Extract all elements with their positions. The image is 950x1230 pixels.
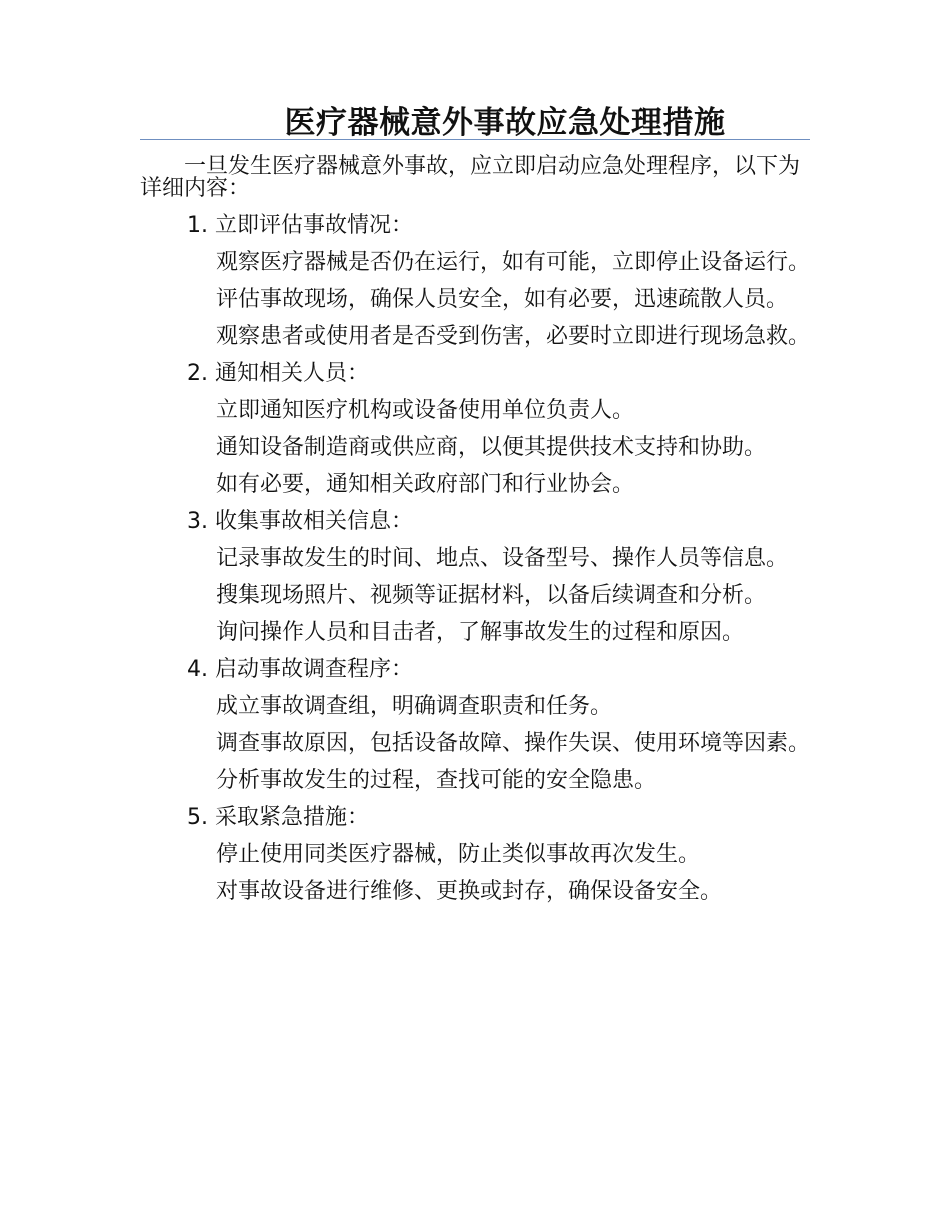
section-4-item-1: 成立事故调查组，明确调查职责和任务。 — [216, 694, 613, 719]
title-underline — [140, 139, 810, 140]
section-heading-3: 3. 收集事故相关信息： — [187, 509, 413, 534]
section-3-item-2: 搜集现场照片、视频等证据材料，以备后续调查和分析。 — [216, 583, 767, 608]
section-2-item-2: 通知设备制造商或供应商，以便其提供技术支持和协助。 — [216, 435, 767, 460]
document-title: 医疗器械意外事故应急处理措施 — [284, 105, 726, 141]
section-1-item-1: 观察医疗器械是否仍在运行，如有可能，立即停止设备运行。 — [216, 250, 811, 275]
section-2-item-1: 立即通知医疗机构或设备使用单位负责人。 — [216, 398, 635, 423]
section-1-item-3: 观察患者或使用者是否受到伤害，必要时立即进行现场急救。 — [216, 324, 811, 349]
section-5-item-1: 停止使用同类医疗器械，防止类似事故再次发生。 — [216, 842, 701, 867]
section-4-item-3: 分析事故发生的过程，查找可能的安全隐患。 — [216, 768, 657, 793]
section-4-item-2: 调查事故原因，包括设备故障、操作失误、使用环境等因素。 — [216, 731, 811, 756]
document-body — [140, 156, 810, 918]
section-heading-2: 2. 通知相关人员： — [187, 361, 369, 386]
section-heading-1: 1. 立即评估事故情况： — [187, 213, 413, 238]
section-1-item-2: 评估事故现场，确保人员安全，如有必要，迅速疏散人员。 — [216, 287, 789, 312]
section-2-item-3: 如有必要，通知相关政府部门和行业协会。 — [216, 472, 635, 497]
intro-paragraph: 一旦发生医疗器械意外事故，应立即启动应急处理程序，以下为详细内容： — [140, 154, 801, 201]
section-heading-5: 5. 采取紧急措施： — [187, 805, 369, 830]
section-3-item-3: 询问操作人员和目击者，了解事故发生的过程和原因。 — [216, 620, 745, 645]
section-heading-4: 4. 启动事故调查程序： — [187, 657, 413, 682]
section-3-item-1: 记录事故发生的时间、地点、设备型号、操作人员等信息。 — [216, 546, 789, 571]
section-5-item-2: 对事故设备进行维修、更换或封存，确保设备安全。 — [216, 879, 723, 904]
